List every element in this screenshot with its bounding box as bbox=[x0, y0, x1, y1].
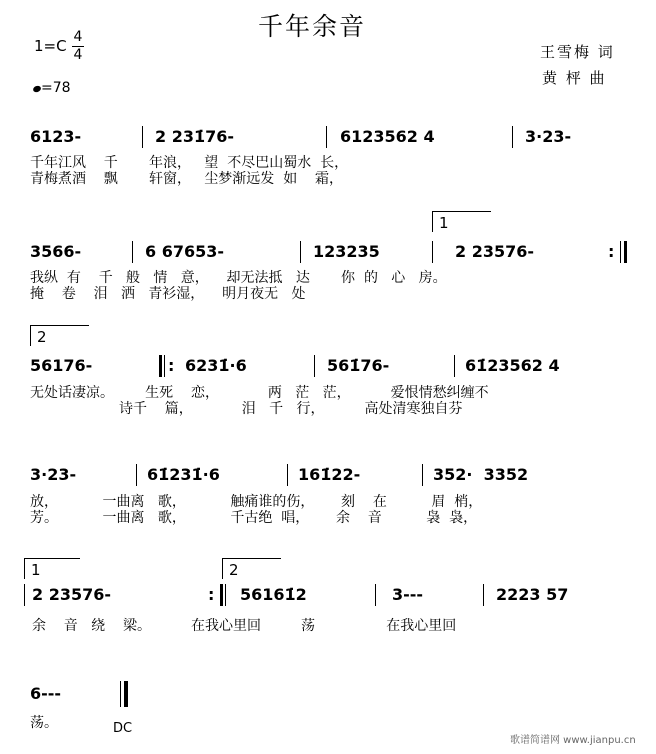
barline bbox=[24, 584, 25, 606]
lyricist-credit: 王雪梅 词 bbox=[540, 43, 615, 61]
barline bbox=[483, 584, 484, 606]
measure-notes: 2223 57 bbox=[496, 585, 569, 604]
measure-notes: 6 67653- bbox=[145, 242, 225, 261]
repeat-barline bbox=[164, 355, 165, 377]
measure-notes: 352· 3352 bbox=[433, 465, 529, 484]
barline bbox=[314, 355, 315, 377]
watermark: 歌谱简谱网 www.jianpu.cn bbox=[510, 735, 636, 746]
measure-notes: 123235 bbox=[313, 242, 380, 261]
measure-notes: 6123562 4 bbox=[340, 127, 435, 146]
measure-notes: 61̇231̇·6 bbox=[147, 465, 220, 484]
lyric-line: 余 音 绕 梁。 在我心里回 荡 在我心里回 bbox=[32, 618, 457, 634]
measure-notes: 3--- bbox=[392, 585, 424, 604]
lyric-line: 千年江风 千 年浪， 望 不尽巴山蜀水 长， bbox=[30, 155, 349, 171]
measure-notes: 61̇23562 4 bbox=[465, 356, 560, 375]
repeat-sign: : bbox=[208, 585, 215, 604]
lyric-line: 放， 一曲离 歌， 触痛谁的伤， 刻 在 眉 梢， bbox=[30, 494, 483, 510]
measure-notes: 161̇22- bbox=[298, 465, 361, 484]
song-title: 千年余音 bbox=[258, 12, 367, 41]
measure-notes: 2 23576- bbox=[455, 242, 535, 261]
lyric-line: 无处话凄凉。 生死 恋， 两 茫 茫， 爱恨情愁纠缠不 bbox=[30, 385, 489, 401]
measure-notes: 2 231̇76- bbox=[155, 127, 235, 146]
time-signature-bottom: 4 bbox=[73, 47, 83, 63]
measure-notes: 56176- bbox=[30, 356, 93, 375]
repeat-sign: : bbox=[608, 242, 615, 261]
barline bbox=[300, 241, 301, 263]
repeat-sign: : bbox=[168, 356, 175, 375]
barline bbox=[375, 584, 376, 606]
measure-notes: 3566- bbox=[30, 242, 82, 261]
lyric-line: 芳。 一曲离 歌， 千古绝 唱， 余 音 袅 袅， bbox=[30, 510, 478, 526]
lyric-line: 掩 卷 泪 洒 青衫湿， 明月夜无 处 bbox=[30, 286, 306, 302]
measure-notes: 561̇76- bbox=[327, 356, 390, 375]
barline bbox=[132, 241, 133, 263]
repeat-barline bbox=[220, 584, 223, 606]
lyric-line: 我纵 有 千 般 情 意， 却无法抵 达 你 的 心 房。 bbox=[30, 270, 447, 286]
dc-marking: DC bbox=[113, 721, 133, 736]
tempo-marking bbox=[33, 81, 71, 95]
measure-notes: 6231̇·6 bbox=[185, 356, 247, 375]
time-signature bbox=[72, 30, 84, 63]
time-signature-top: 4 bbox=[73, 29, 83, 45]
key-signature: 1=C bbox=[34, 37, 67, 55]
barline bbox=[136, 464, 137, 486]
measure-notes: 3·23- bbox=[30, 465, 77, 484]
measure-notes: 6--- bbox=[30, 684, 62, 703]
repeat-barline bbox=[624, 241, 627, 263]
lyric-line: 荡。 bbox=[30, 715, 58, 731]
measure-notes: 3·23- bbox=[525, 127, 572, 146]
measure-notes: 6123- bbox=[30, 127, 82, 146]
measure-notes: 2 23576- bbox=[32, 585, 112, 604]
repeat-barline bbox=[620, 241, 621, 263]
composer-credit: 黄 枰 曲 bbox=[542, 69, 607, 87]
lyric-line: 青梅煮酒 飘 轩窗， 尘梦渐远发 如 霜， bbox=[30, 171, 344, 187]
tempo-value: =78 bbox=[41, 80, 71, 96]
barline bbox=[454, 355, 455, 377]
lyric-line: 诗千 篇， 泪 千 行， 高处清寒独自芬 bbox=[30, 401, 463, 417]
barline bbox=[142, 126, 143, 148]
volta-bracket-1: 1 bbox=[24, 558, 80, 579]
final-barline bbox=[120, 681, 121, 707]
final-barline bbox=[124, 681, 128, 707]
volta-bracket-2: 2 bbox=[30, 325, 89, 346]
repeat-barline bbox=[225, 584, 226, 606]
volta-bracket-1: 1 bbox=[432, 211, 491, 232]
barline bbox=[512, 126, 513, 148]
barline bbox=[422, 464, 423, 486]
barline bbox=[287, 464, 288, 486]
measure-notes: 56161̇2 bbox=[240, 585, 307, 604]
repeat-barline bbox=[159, 355, 162, 377]
barline bbox=[432, 241, 433, 263]
barline bbox=[326, 126, 327, 148]
volta-bracket-2: 2 bbox=[222, 558, 281, 579]
